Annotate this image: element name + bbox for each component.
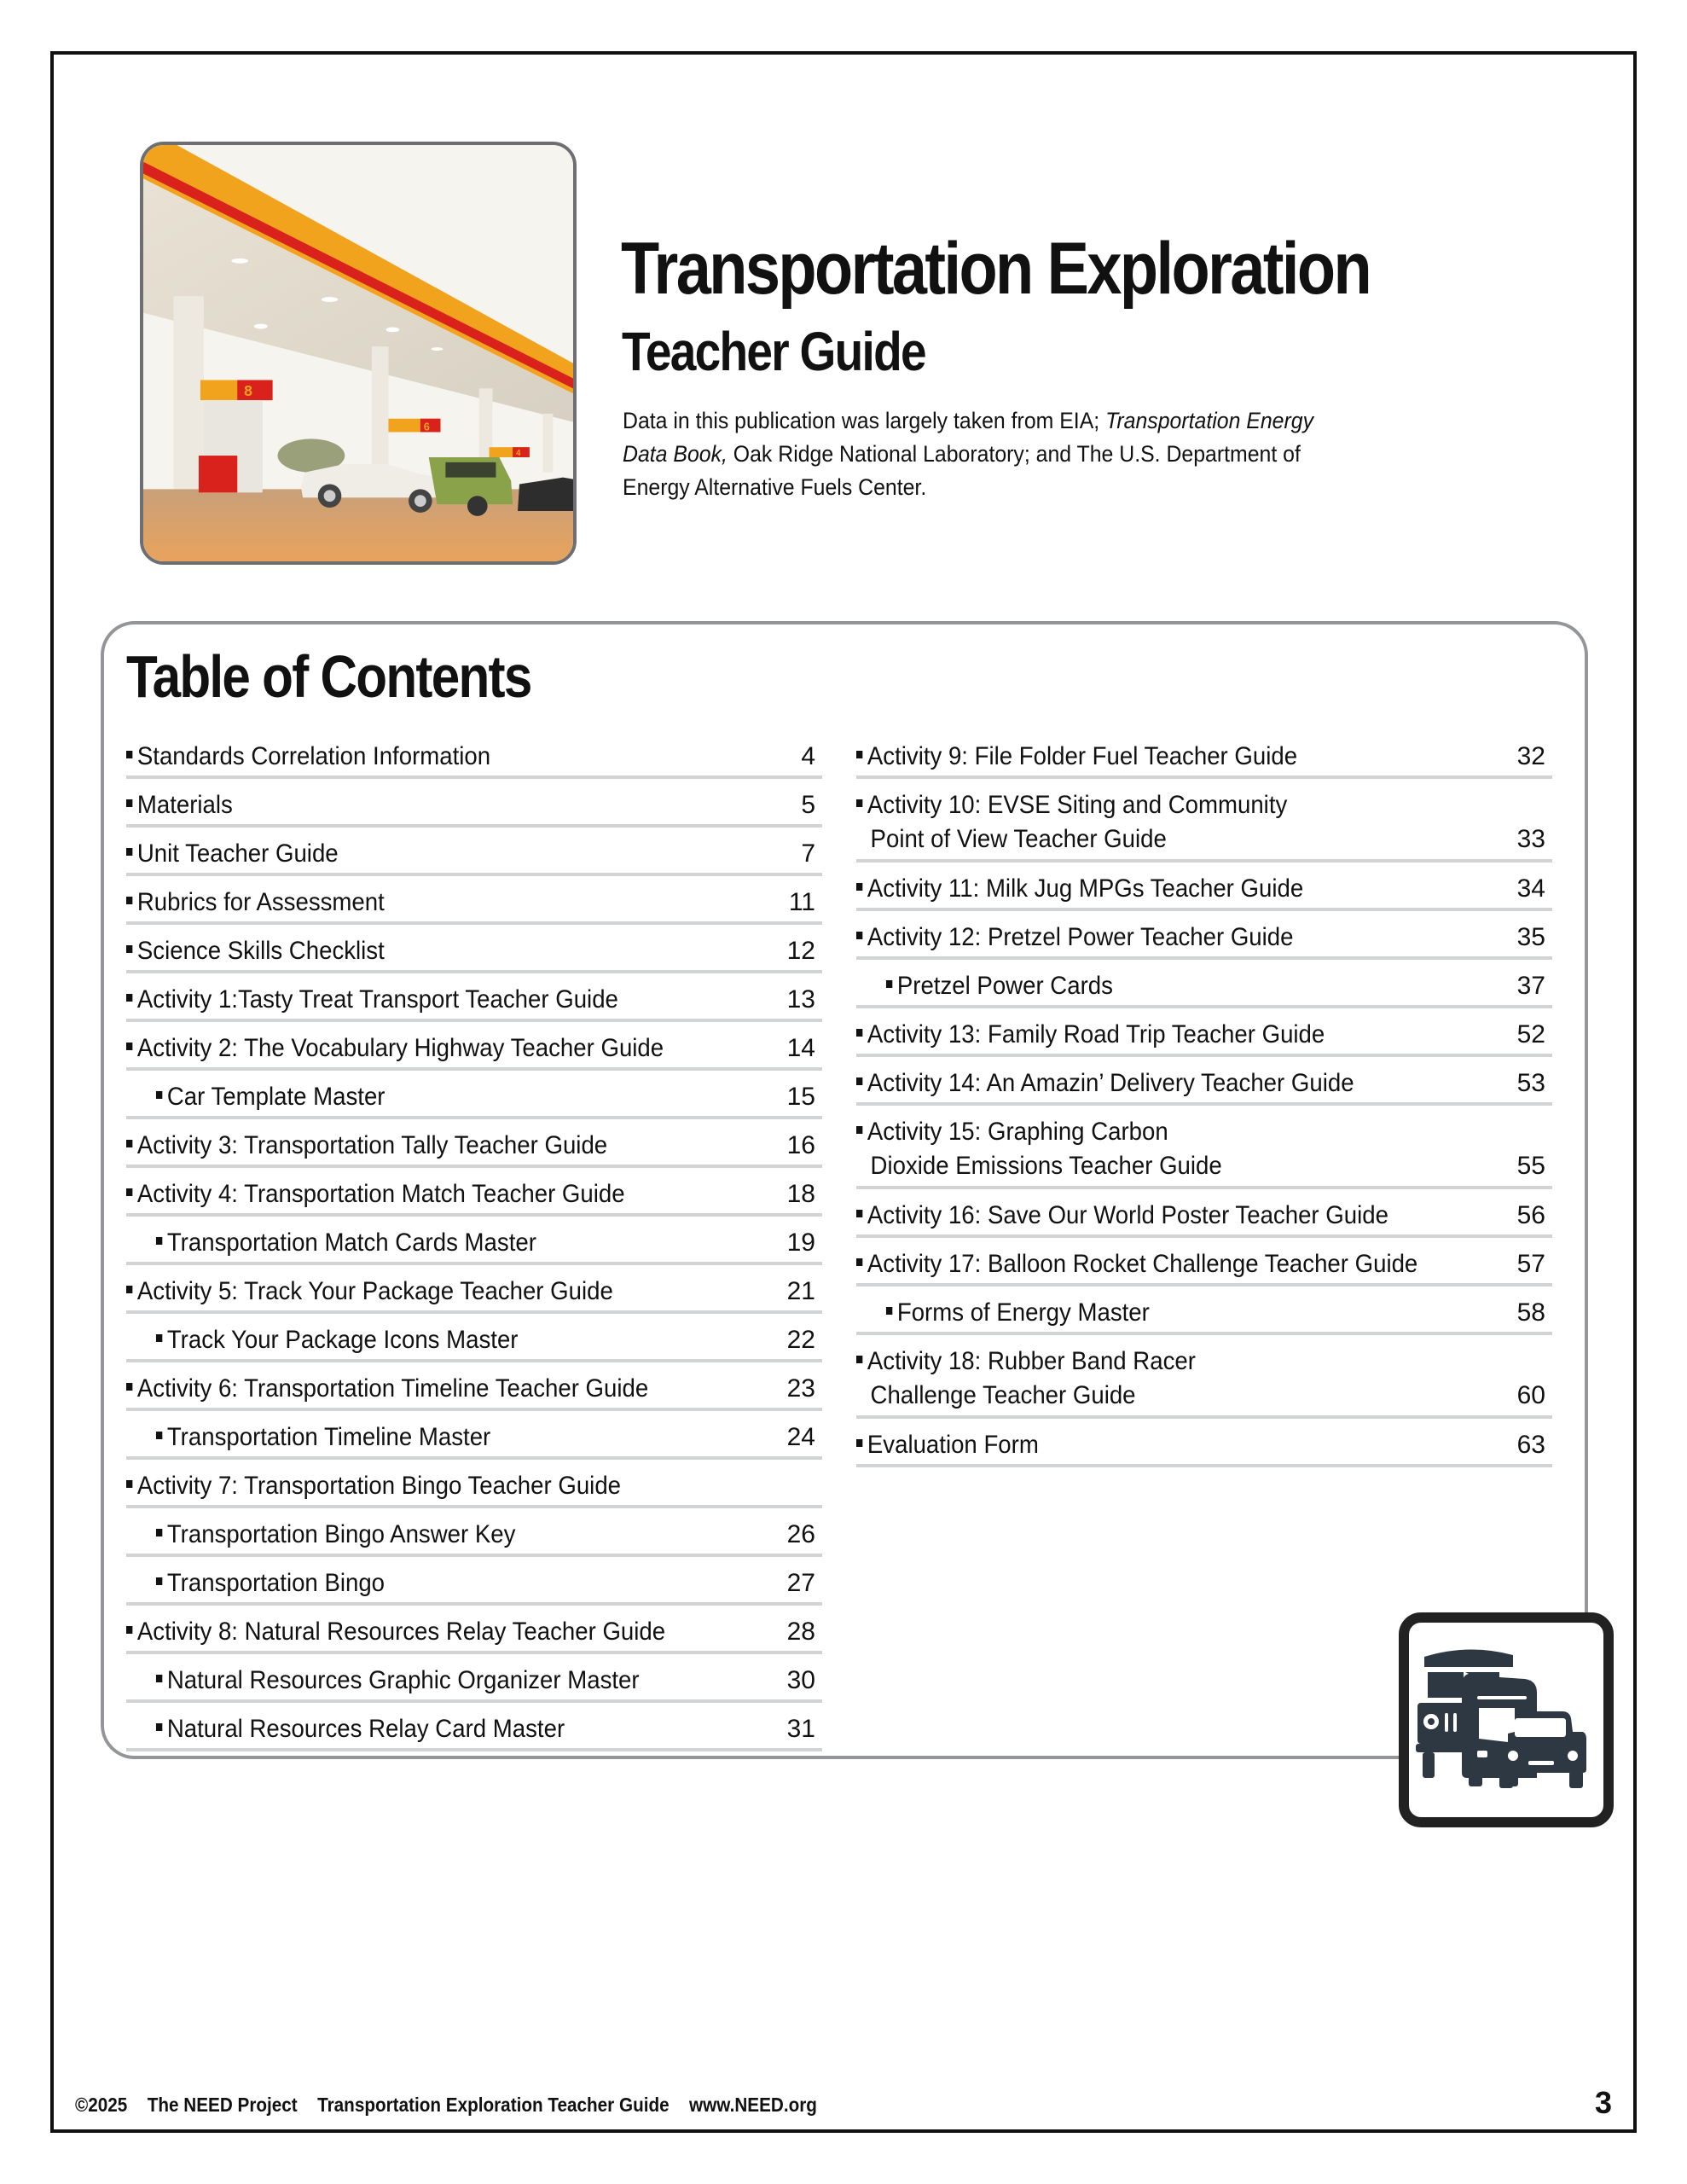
- toc-entry-page: 12: [786, 937, 815, 965]
- bullet-icon: [156, 1091, 162, 1099]
- toc-entry-label: Activity 10: EVSE Siting and Community: [856, 788, 1287, 822]
- toc-entry[interactable]: [856, 1419, 1552, 1467]
- toc-entry-label: Unit Teacher Guide: [126, 837, 339, 871]
- toc-entry[interactable]: [856, 1106, 1552, 1189]
- toc-entry-label: Pretzel Power Cards: [856, 969, 1113, 1003]
- toc-entry-label: Activity 8: Natural Resources Relay Teacher Guide: [126, 1615, 665, 1649]
- bullet-icon: [156, 1577, 162, 1585]
- page-footer: [75, 2094, 837, 2117]
- bullet-icon: [126, 1140, 132, 1147]
- toc-entry-label: Activity 2: The Vocabulary Highway Teacher Guide: [126, 1031, 664, 1066]
- toc-entry-page: 32: [1516, 742, 1545, 770]
- bullet-icon: [126, 1188, 132, 1196]
- bullet-icon: [886, 1307, 892, 1315]
- toc-entry-page: 4: [801, 742, 815, 770]
- toc-entry[interactable]: [126, 1460, 822, 1508]
- toc-entry-label: Activity 15: Graphing Carbon: [856, 1115, 1168, 1149]
- toc-entry[interactable]: [856, 1238, 1552, 1287]
- bullet-icon: [156, 1723, 162, 1731]
- toc-entry-label: Activity 7: Transportation Bingo Teacher Guide: [126, 1469, 621, 1503]
- credit-text: Oak Ridge National Laboratory; and The U.S. Department of Energy Alternative Fuels Center.: [623, 441, 1301, 500]
- toc-entry-page: 57: [1516, 1250, 1545, 1278]
- toc-entry[interactable]: [126, 1606, 822, 1654]
- toc-entry-label: Activity 3: Transportation Tally Teacher Guide: [126, 1129, 607, 1163]
- toc-entry[interactable]: [126, 1119, 822, 1168]
- toc-entry-page: 14: [786, 1034, 815, 1062]
- toc-entry-page: 56: [1516, 1201, 1545, 1229]
- toc-entry-page: 5: [801, 791, 815, 819]
- bullet-icon: [856, 1210, 862, 1217]
- toc-entry-page: 24: [786, 1423, 815, 1451]
- data-source-credit: [623, 404, 1329, 504]
- transportation-vehicles-icon: [1399, 1612, 1614, 1827]
- toc-entry[interactable]: [126, 1217, 822, 1265]
- bullet-icon: [126, 751, 132, 758]
- toc-entry-label: Activity 9: File Folder Fuel Teacher Guide: [856, 740, 1297, 774]
- bullet-icon: [856, 1126, 862, 1134]
- document-title: Transportation Exploration: [621, 228, 1371, 310]
- bullet-icon: [126, 848, 132, 856]
- toc-entry-label: Activity 14: An Amazin’ Delivery Teacher Guide: [856, 1066, 1354, 1101]
- credit-text: Data in this publication was largely taken from EIA;: [623, 408, 1106, 433]
- bullet-icon: [126, 1286, 132, 1293]
- toc-entry-page: 34: [1516, 874, 1545, 903]
- toc-entry-label: Activity 1:Tasty Treat Transport Teacher Guide: [126, 983, 618, 1017]
- toc-entry[interactable]: [126, 730, 822, 779]
- bullet-icon: [126, 1480, 132, 1488]
- toc-right-column: [856, 730, 1552, 1467]
- toc-entry[interactable]: [126, 1314, 822, 1362]
- toc-entry-page: 58: [1516, 1298, 1545, 1327]
- toc-entry[interactable]: [126, 1168, 822, 1217]
- toc-entry-label: Transportation Timeline Master: [126, 1420, 490, 1455]
- toc-entry-label: Activity 11: Milk Jug MPGs Teacher Guide: [856, 872, 1303, 906]
- toc-entry-page: 37: [1516, 972, 1545, 1000]
- toc-entry[interactable]: [126, 876, 822, 925]
- toc-entry[interactable]: [856, 1287, 1552, 1335]
- credit-italic-title: Transportation Energy Data Book,: [623, 408, 1314, 467]
- toc-entry-label-continued: Point of View Teacher Guide: [870, 825, 1167, 853]
- bullet-icon: [126, 1626, 132, 1634]
- toc-entry-page: 23: [786, 1374, 815, 1403]
- toc-entry-label: Science Skills Checklist: [126, 934, 385, 968]
- toc-entry[interactable]: [856, 960, 1552, 1008]
- toc-entry-page: 31: [786, 1715, 815, 1743]
- bullet-icon: [126, 799, 132, 807]
- bullet-icon: [156, 1675, 162, 1682]
- document-subtitle: Teacher Guide: [622, 321, 925, 382]
- truck-bus-car-icon: [1409, 1623, 1603, 1817]
- toc-entry-label: Activity 18: Rubber Band Racer: [856, 1345, 1196, 1379]
- toc-entry[interactable]: [126, 1362, 822, 1411]
- toc-entry-page: 33: [1516, 825, 1545, 853]
- toc-entry[interactable]: [856, 730, 1552, 779]
- toc-entry-page: 60: [1516, 1381, 1545, 1409]
- toc-entry-page: 35: [1516, 923, 1545, 951]
- footer-org: The NEED Project: [147, 2094, 298, 2116]
- toc-entry-page: 13: [786, 985, 815, 1014]
- toc-entry-page: 7: [801, 839, 815, 868]
- toc-entry-label: Activity 6: Transportation Timeline Teacher Guide: [126, 1372, 648, 1406]
- toc-entry-page: 26: [786, 1520, 815, 1548]
- toc-entry-label: Track Your Package Icons Master: [126, 1323, 518, 1357]
- toc-entry-label: Materials: [126, 788, 233, 822]
- toc-entry-page: 30: [786, 1666, 815, 1694]
- bullet-icon: [856, 1258, 862, 1266]
- toc-entry[interactable]: [126, 1654, 822, 1703]
- toc-entry-page: 55: [1516, 1152, 1545, 1180]
- bullet-icon: [886, 980, 892, 988]
- toc-title: Table of Contents: [126, 643, 531, 710]
- bullet-icon: [156, 1529, 162, 1536]
- bullet-icon: [126, 994, 132, 1002]
- bullet-icon: [126, 897, 132, 904]
- toc-entry-label: Forms of Energy Master: [856, 1296, 1150, 1330]
- toc-entry[interactable]: [126, 1411, 822, 1460]
- toc-entry-label: Transportation Bingo: [126, 1566, 385, 1600]
- toc-entry-label: Activity 5: Track Your Package Teacher Guide: [126, 1275, 613, 1309]
- toc-entry[interactable]: [126, 1508, 822, 1557]
- toc-entry-page: 11: [788, 888, 815, 916]
- toc-entry[interactable]: [126, 828, 822, 876]
- pump-number: 8: [244, 382, 252, 400]
- toc-entry[interactable]: [856, 779, 1552, 863]
- toc-entry-page: 27: [786, 1569, 815, 1597]
- footer-url[interactable]: www.NEED.org: [689, 2094, 817, 2116]
- toc-entry[interactable]: [856, 1189, 1552, 1238]
- toc-entry-label-continued: Challenge Teacher Guide: [870, 1381, 1136, 1409]
- toc-entry[interactable]: [856, 863, 1552, 911]
- toc-entry-label-continued: Dioxide Emissions Teacher Guide: [870, 1152, 1222, 1180]
- bullet-icon: [126, 1383, 132, 1391]
- toc-entry-label: Transportation Bingo Answer Key: [126, 1518, 515, 1552]
- pump-number: 4: [516, 449, 521, 459]
- toc-entry-label: Activity 16: Save Our World Poster Teacher Guide: [856, 1199, 1388, 1233]
- toc-entry[interactable]: [126, 973, 822, 1022]
- toc-entry-label: Activity 17: Balloon Rocket Challenge Teacher Guide: [856, 1247, 1417, 1281]
- bullet-icon: [856, 799, 862, 807]
- toc-entry[interactable]: [856, 1057, 1552, 1106]
- toc-entry-page: 52: [1516, 1020, 1545, 1048]
- toc-entry-label: Natural Resources Relay Card Master: [126, 1712, 565, 1746]
- toc-entry-page: 16: [786, 1131, 815, 1159]
- bullet-icon: [856, 1077, 862, 1085]
- toc-entry[interactable]: [856, 911, 1552, 960]
- toc-entry-page: 53: [1516, 1069, 1545, 1097]
- bullet-icon: [156, 1334, 162, 1342]
- bullet-icon: [156, 1432, 162, 1439]
- bullet-icon: [856, 1439, 862, 1447]
- toc-entry-page: 15: [786, 1083, 815, 1111]
- page-number: 3: [1595, 2085, 1613, 2120]
- bullet-icon: [856, 1029, 862, 1037]
- gas-station-illustration: [143, 145, 573, 561]
- toc-entry-label: Standards Correlation Information: [126, 740, 490, 774]
- bullet-icon: [856, 932, 862, 939]
- toc-entry[interactable]: [126, 779, 822, 828]
- toc-entry-label: Activity 4: Transportation Match Teacher Guide: [126, 1177, 625, 1211]
- toc-entry-label: Rubrics for Assessment: [126, 886, 385, 920]
- toc-left-column: [126, 730, 822, 1751]
- bullet-icon: [856, 1356, 862, 1363]
- toc-entry-label: Evaluation Form: [856, 1428, 1039, 1462]
- bullet-icon: [856, 751, 862, 758]
- toc-entry-label: Car Template Master: [126, 1080, 385, 1114]
- gas-station-photo: [140, 142, 577, 565]
- toc-entry[interactable]: [126, 1265, 822, 1314]
- bullet-icon: [856, 883, 862, 891]
- bullet-icon: [156, 1237, 162, 1245]
- toc-entry-page: 22: [786, 1326, 815, 1354]
- toc-entry[interactable]: [126, 1022, 822, 1071]
- toc-entry-label: Activity 12: Pretzel Power Teacher Guide: [856, 921, 1293, 955]
- toc-entry-label: Transportation Match Cards Master: [126, 1226, 536, 1260]
- toc-entry-page: 63: [1516, 1431, 1545, 1459]
- pump-number: 6: [423, 420, 430, 433]
- toc-entry[interactable]: [856, 1008, 1552, 1057]
- footer-copyright: ©2025: [75, 2094, 128, 2116]
- toc-entry[interactable]: [126, 925, 822, 973]
- toc-entry-label: Activity 13: Family Road Trip Teacher Guide: [856, 1018, 1325, 1052]
- bullet-icon: [126, 1043, 132, 1050]
- toc-entry[interactable]: [126, 1703, 822, 1751]
- toc-entry-label: Natural Resources Graphic Organizer Master: [126, 1664, 640, 1698]
- toc-entry-page: 21: [786, 1277, 815, 1305]
- toc-entry[interactable]: [126, 1071, 822, 1119]
- bullet-icon: [126, 945, 132, 953]
- toc-entry-page: 28: [786, 1618, 815, 1646]
- footer-doc-title: Transportation Exploration Teacher Guide: [317, 2094, 670, 2116]
- toc-entry-page: 18: [786, 1180, 815, 1208]
- toc-entry-page: 19: [786, 1228, 815, 1257]
- toc-entry[interactable]: [126, 1557, 822, 1606]
- toc-entry[interactable]: [856, 1335, 1552, 1419]
